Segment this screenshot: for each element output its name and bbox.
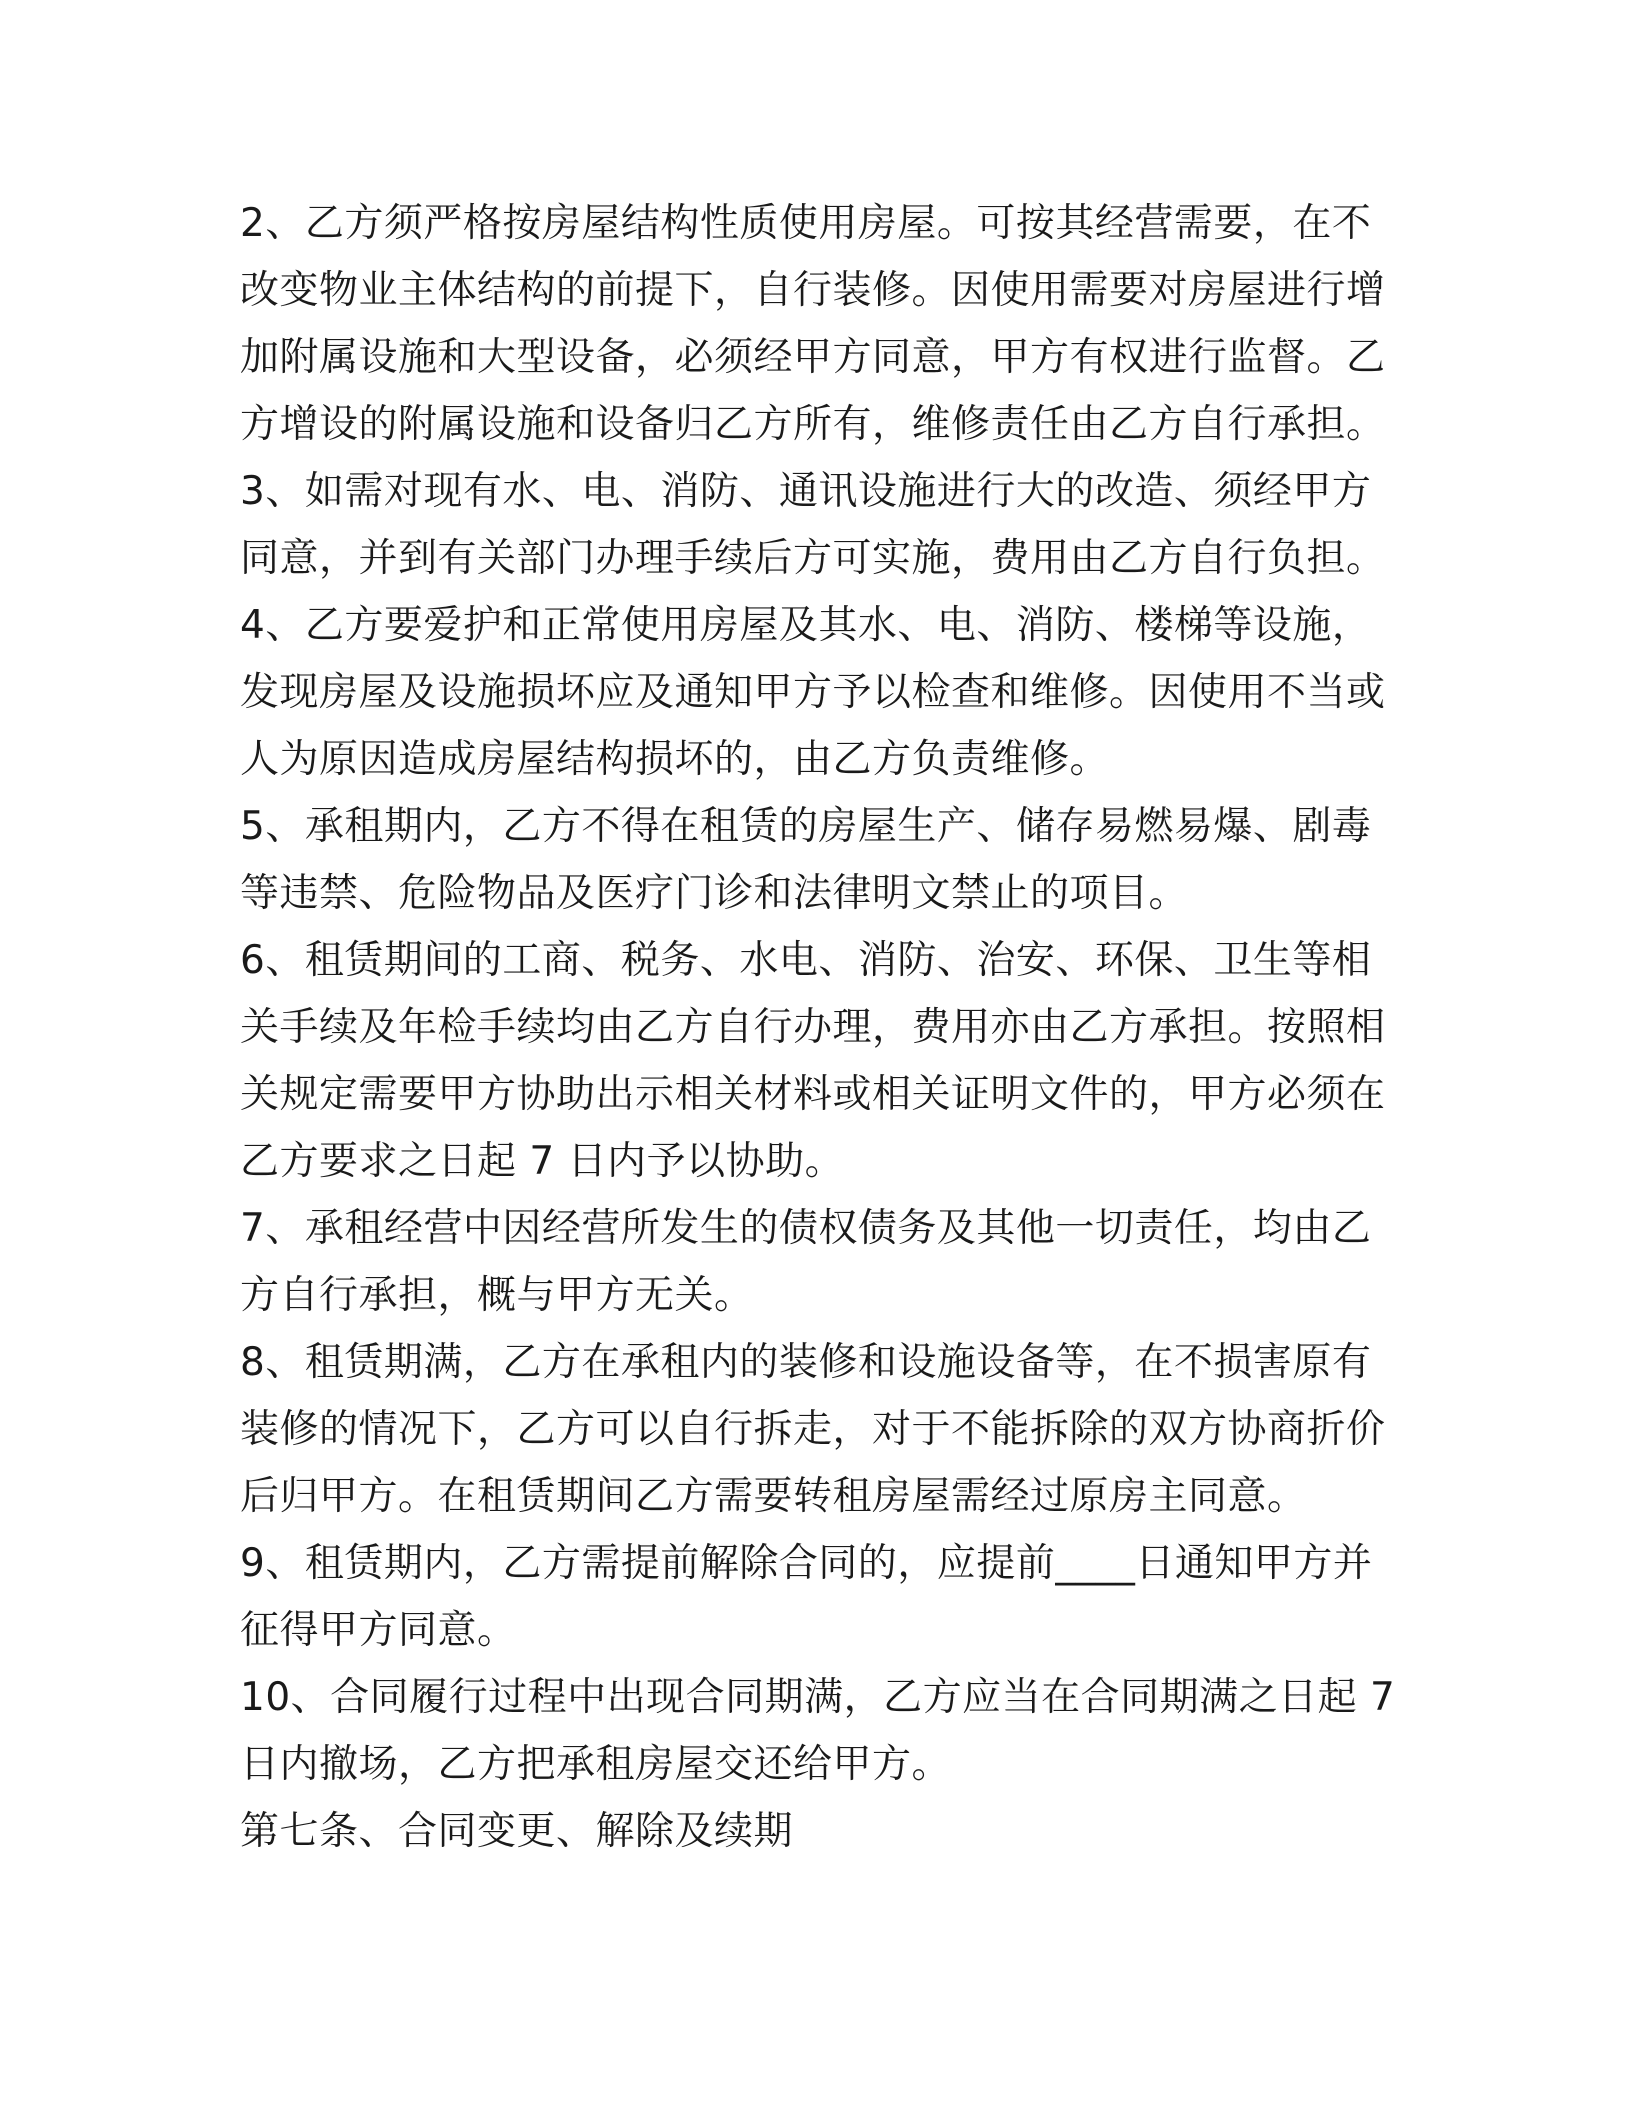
- clause-2: 2、乙方须严格按房屋结构性质使用房屋。可按其经营需要，在不改变物业主体结构的前提下，自行装修。因使用需要对房屋进行增加附属设施和大型设备，必须经甲方同意，甲方有权进行监督。乙方增设的附属设施和设备归乙方所有，维修责任由乙方自行承担。: [240, 201, 1386, 447]
- clause-9: 9、租赁期内，乙方需提前解除合同的，应提前____日通知甲方并征得甲方同意。: [240, 1541, 1373, 1653]
- clause-10: 10、合同履行过程中出现合同期满，乙方应当在合同期满之日起 7 日内撤场，乙方把承租房屋交还给甲方。: [240, 1675, 1396, 1787]
- section-heading-article-7: 第七条、合同变更、解除及续期: [240, 1809, 794, 1854]
- clause-7: 7、承租经营中因经营所发生的债权债务及其他一切责任，均由乙方自行承担，概与甲方无关。: [240, 1206, 1372, 1318]
- document-body: [240, 190, 1410, 1865]
- clause-8: 8、租赁期满，乙方在承租内的装修和设施设备等，在不损害原有装修的情况下，乙方可以自行拆走，对于不能拆除的双方协商折价后归甲方。在租赁期间乙方需要转租房屋需经过原房主同意。: [240, 1340, 1386, 1519]
- clause-4: 4、乙方要爱护和正常使用房屋及其水、电、消防、楼梯等设施，发现房屋及设施损坏应及通知甲方予以检查和维修。因使用不当或人为原因造成房屋结构损坏的，由乙方负责维修。: [240, 603, 1386, 782]
- clause-6: 6、租赁期间的工商、税务、水电、消防、治安、环保、卫生等相关手续及年检手续均由乙方自行办理，费用亦由乙方承担。按照相关规定需要甲方协助出示相关材料或相关证明文件的，甲方必须在乙方要求之日起 7 日内予以协助。: [240, 938, 1386, 1184]
- clause-3: 3、如需对现有水、电、消防、通讯设施进行大的改造、须经甲方同意，并到有关部门办理手续后方可实施，费用由乙方自行负担。: [240, 469, 1386, 581]
- clause-5: 5、承租期内，乙方不得在租赁的房屋生产、储存易燃易爆、剧毒等违禁、危险物品及医疗门诊和法律明文禁止的项目。: [240, 804, 1372, 916]
